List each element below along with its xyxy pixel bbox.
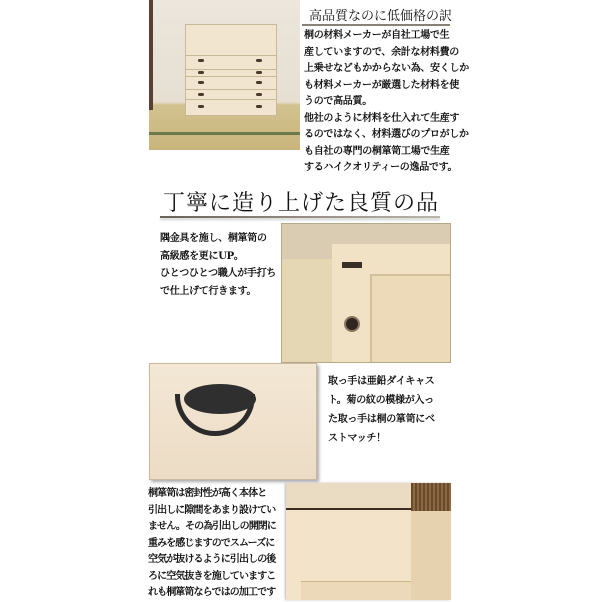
handle-photo	[149, 363, 317, 480]
text-line: うので高品質。	[304, 96, 372, 107]
chrysanthemum-plate	[184, 384, 256, 414]
dresser-room-photo	[149, 0, 300, 150]
text-line: ません。その為引出しの開閉に	[148, 521, 276, 532]
text-line: た取っ手は桐の箪笥にベ	[328, 414, 435, 425]
text-line: ストマッチ！	[328, 433, 386, 444]
corner-fitting-photo	[281, 223, 451, 363]
section2-text	[160, 230, 276, 300]
text-line: 重みを感じますのでスムーズに	[148, 537, 275, 549]
text-line: 桐箪笥は密封性が高く本体と	[148, 488, 267, 499]
text-line: で仕上げて行きます。	[160, 285, 257, 297]
corner-fitting	[342, 262, 362, 268]
text-line: 引出しに隙間をあまり設けてい	[148, 504, 276, 516]
divider	[302, 24, 450, 26]
divider	[160, 216, 440, 218]
section1-text	[304, 28, 469, 177]
text-line: 空気が抜けるように引出しの後	[148, 554, 276, 565]
drawer-interior-photo	[286, 483, 451, 600]
text-line: 高級感を更にUP。	[160, 250, 244, 262]
text-line: も自社の専門の桐箪笥工場で生産	[304, 145, 450, 157]
section3-text	[328, 372, 435, 448]
text-line: 桐の材料メーカーが自社工場で生	[304, 30, 450, 41]
section1-heading: 高品質なのに低価格の訳	[309, 9, 453, 24]
round-knob	[344, 316, 360, 332]
text-line: するハイクオリティーの逸品です。	[304, 162, 458, 173]
text-line: るのではなく、材料選びのプロがしか	[304, 129, 469, 140]
text-line: ひとつひとつ職人が手打ち	[160, 268, 276, 279]
text-line: れも桐箪笥ならではの加工です	[148, 587, 276, 598]
text-line: も材料メーカーが厳選した材料を使	[304, 79, 459, 91]
section2-title: 丁寧に造り上げた良質の品	[163, 191, 440, 216]
text-line: 隅金具を施し、桐箪笥の	[160, 233, 267, 244]
text-line: 他社のように材料を仕入れて生産す	[304, 112, 460, 124]
dresser-image	[185, 24, 277, 116]
text-line: 上乗せなどもかからない為、安くしか	[304, 63, 469, 74]
text-line: ト。菊の紋の模様が入っ	[328, 395, 434, 406]
section4-text	[148, 486, 276, 602]
text-line: ろに空気抜きを施していますこ	[148, 570, 276, 582]
text-line: 産していますので、余計な材料費の	[304, 46, 459, 58]
text-line: 取っ手は亜鉛ダイキャス	[328, 376, 435, 387]
